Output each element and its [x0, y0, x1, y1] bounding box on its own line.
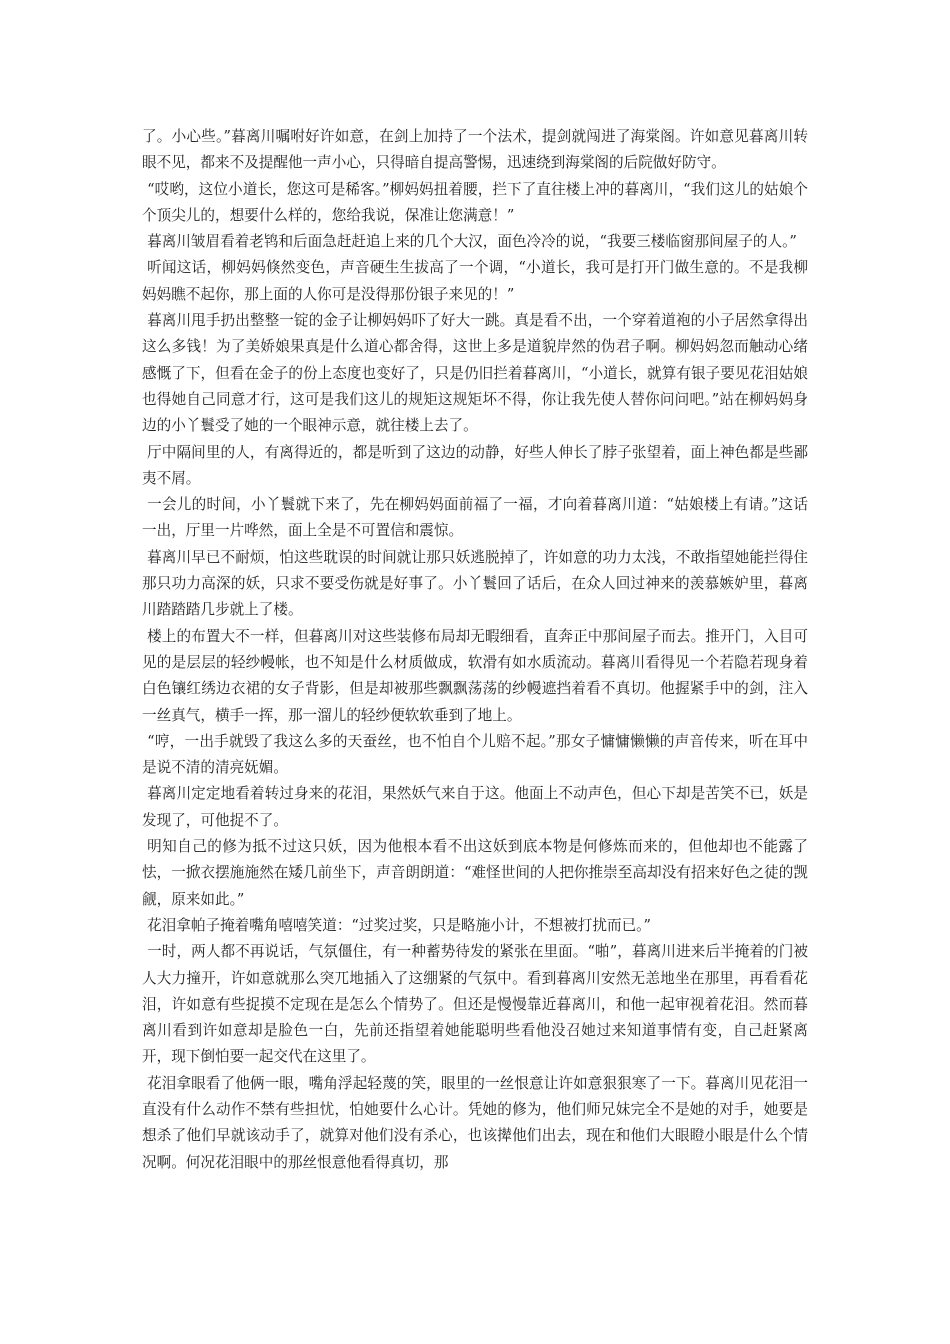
- document-body: [142, 124, 808, 1176]
- paragraph-11: 暮离川定定地看着转过身来的花泪，果然妖气来自于这。他面上不动声色，但心下却是苦笑不已，妖是发现了，可他捉不了。: [142, 785, 808, 829]
- paragraph-3: 暮离川皱眉看着老鸨和后面急赶赶追上来的几个大汉，面色冷冷的说，“我要三楼临窗那间屋子的人。”: [147, 233, 797, 251]
- paragraph-15: 花泪拿眼看了他俩一眼，嘴角浮起轻蔑的笑，眼里的一丝恨意让许如意狠狠寒了一下。暮离川见花泪一直没有什么动作不禁有些担忧，怕她要什么心计。凭她的修为，他们师兄妹完全不是她的对手，她要是想杀了他们早就该动手了，就算对他们没有杀心，也该撵他们出去，现在和他们大眼瞪小眼是什么个情况啊。何况花泪眼中的那丝恨意他看得真切，那: [142, 1074, 808, 1171]
- paragraph-4: 听闻这话，柳妈妈倏然变色，声音硬生生拔高了一个调，“小道长，我可是打开门做生意的。不是我柳妈妈瞧不起你，那上面的人你可是没得那份银子来见的！”: [142, 259, 808, 303]
- paragraph-5: 暮离川甩手扔出整整一锭的金子让柳妈妈吓了好大一跳。真是看不出，一个穿着道袍的小子居然拿得出这么多钱！为了美娇娘果真是什么道心都舍得，这世上多是道貌岸然的伪君子啊。柳妈妈忽而触动心绪感慨了下，但看在金子的份上态度也变好了，只是仍旧拦着暮离川，“小道长，就算有银子要见花泪姑娘也得她自己同意才行，这可是我们这儿的规矩这规矩坏不得，你让我先使人替你问问吧。”站在柳妈妈身边的小丫鬟受了她的一个眼神示意，就往楼上去了。: [142, 312, 808, 435]
- paragraph-2: “哎哟，这位小道长，您这可是稀客。”柳妈妈扭着腰，拦下了直往楼上冲的暮离川，“我们这儿的姑娘个个顶尖儿的，想要什么样的，您给我说，保准让您满意！”: [142, 180, 808, 224]
- paragraph-1: 了。小心些。”暮离川嘱咐好许如意，在剑上加持了一个法术，提剑就闯进了海棠阁。许如意见暮离川转眼不见，都来不及提醒他一声小心，只得暗自提高警惕，迅速绕到海棠阁的后院做好防守。: [142, 128, 808, 172]
- paragraph-12: 明知自己的修为抵不过这只妖，因为他根本看不出这妖到底本物是何修炼而来的，但他却也不能露了怯，一掀衣摆施施然在矮几前坐下，声音朗朗道：“难怪世间的人把你推崇至高却没有招来好色之徒的觊觎，原来如此。”: [142, 838, 808, 908]
- paragraph-7: 一会儿的时间，小丫鬟就下来了，先在柳妈妈面前福了一福，才向着暮离川道：“姑娘楼上有请。”这话一出，厅里一片哗然，面上全是不可置信和震惊。: [142, 496, 808, 540]
- paragraph-13: 花泪拿帕子掩着嘴角嘻嘻笑道：“过奖过奖，只是略施小计，不想被打扰而已。”: [147, 916, 651, 934]
- paragraph-8: 暮离川早已不耐烦，怕这些耽误的时间就让那只妖逃脱掉了，许如意的功力太浅，不敢指望她能拦得住那只功力高深的妖，只求不要受伤就是好事了。小丫鬟回了话后，在众人回过神来的羡慕嫉妒里，暮离川踏踏踏几步就上了楼。: [142, 548, 808, 619]
- paragraph-6: 厅中隔间里的人，有离得近的，都是听到了这边的动静，好些人伸长了脖子张望着，面上神色都是些鄙夷不屑。: [142, 443, 808, 487]
- paragraph-14: 一时，两人都不再说话，气氛僵住，有一种蓄势待发的紧张在里面。“啪”，暮离川进来后半掩着的门被人大力撞开，许如意就那么突兀地插入了这绷紧的气氛中。看到暮离川安然无恙地坐在那里，再看看花泪，许如意有些捉摸不定现在是怎么个情势了。但还是慢慢靠近暮离川，和他一起审视着花泪。然而暮离川看到许如意却是脸色一白，先前还指望着她能聪明些看他没召她过来知道事情有变，自己赶紧离开，现下倒怕要一起交代在这里了。: [142, 943, 808, 1066]
- paragraph-9: 楼上的布置大不一样，但暮离川对这些装修布局却无暇细看，直奔正中那间屋子而去。推开门，入目可见的是层层的轻纱幔帐，也不知是什么材质做成，软滑有如水质流动。暮离川看得见一个若隐若现身着白色镶红绣边衣裙的女子背影，但是却被那些飘飘荡荡的纱幔遮挡着看不真切。他握紧手中的剑，注入一丝真气，横手一挥，那一溜儿的轻纱便软软垂到了地上。: [142, 627, 808, 724]
- paragraph-10: “哼，一出手就毁了我这么多的天蚕丝，也不怕自个儿赔不起。”那女子慵慵懒懒的声音传来，听在耳中是说不清的清亮妩媚。: [142, 732, 808, 777]
